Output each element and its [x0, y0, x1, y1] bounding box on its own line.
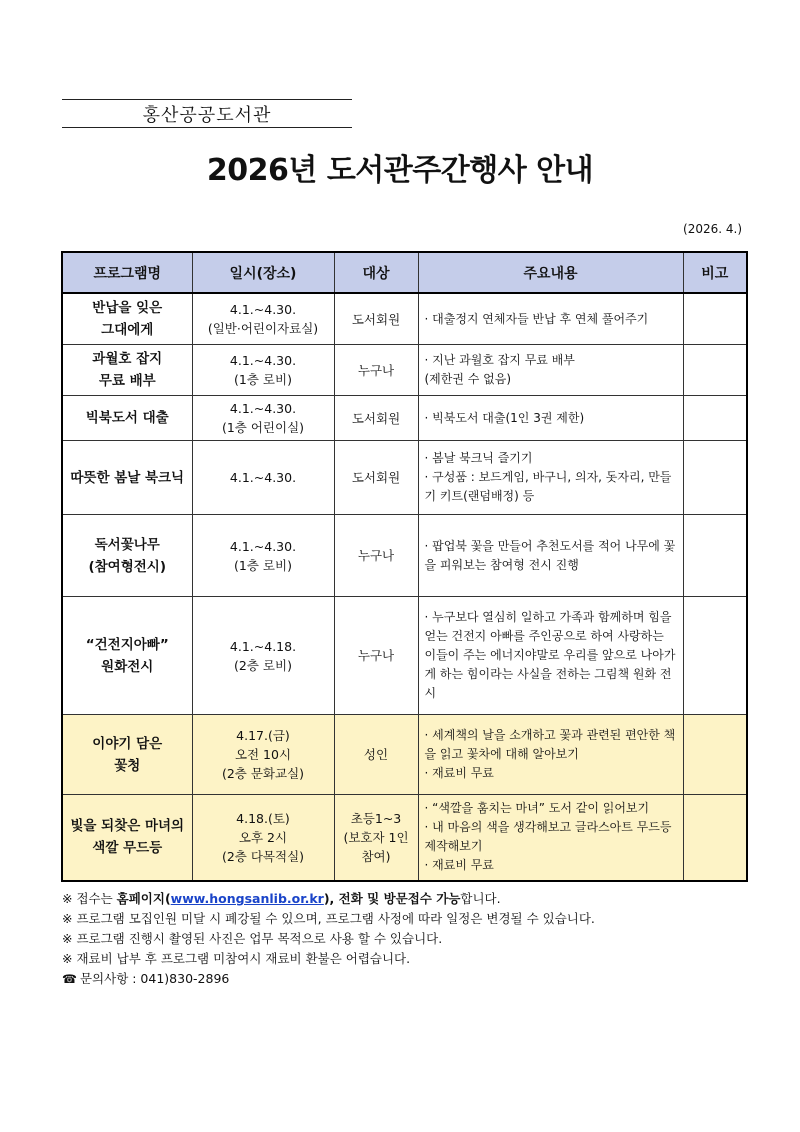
note-cell	[683, 597, 747, 715]
table-row	[62, 515, 747, 597]
page-title: 2026년 도서관주간행사 안내	[206, 153, 594, 188]
table-row	[62, 597, 747, 715]
program-name-line: 반납을 잊은	[92, 300, 163, 316]
homepage-link[interactable]: www.hongsanlib.or.kr	[170, 891, 324, 906]
organization-header	[62, 99, 352, 128]
target-line: 성인	[363, 747, 389, 762]
program-name-line: 색깔 무드등	[92, 840, 163, 857]
datetime-line: 오후 2시	[238, 829, 288, 845]
datetime-line: (2층 다목적실)	[221, 848, 305, 864]
datetime-line: 4.1.~4.30.	[229, 353, 297, 368]
program-name-line: 꽃청	[114, 757, 141, 774]
content-line: · 구성품 : 보드게임, 바구니, 의자, 돗자리, 만들기 키트(랜덤배정) 등	[424, 470, 672, 503]
content-line: · 팝업북 꽃을 만들어 추천도서를 적어 나무에 꽃을 피워보는 참여형 전시 진행	[424, 538, 676, 572]
target-cell	[334, 597, 418, 715]
program-name-line: 원화전시	[101, 658, 154, 675]
column-header-content: 주요내용	[418, 252, 683, 293]
content-line: · 빅북도서 대출(1인 3권 제한)	[424, 410, 585, 425]
target-line: 참여)	[361, 848, 391, 864]
program-name-cell	[62, 515, 192, 597]
program-name-cell	[62, 441, 192, 515]
target-line: 도서회원	[351, 311, 401, 327]
note-photo-usage: ※ 프로그램 진행시 촬영된 사진은 업무 목적으로 사용 할 수 있습니다.	[62, 931, 443, 946]
content-cell	[418, 715, 683, 795]
datetime-line: 4.1.~4.30.	[229, 538, 297, 554]
content-line: · 재료비 무료	[424, 858, 494, 873]
publication-date: (2026. 4.)	[683, 222, 742, 236]
datetime-cell	[192, 396, 334, 441]
datetime-line: (일반·어린이자료실)	[207, 321, 319, 336]
program-name-line: 빅북도서 대출	[85, 410, 169, 426]
target-cell	[334, 396, 418, 441]
datetime-line: 4.1.~4.18.	[229, 638, 297, 654]
content-line: · 내 마음의 색을 생각해보고 글라스아트 무드등 제작해보기	[424, 820, 672, 854]
target-line: 누구나	[357, 548, 395, 563]
program-name-line: 이야기 담은	[92, 735, 163, 752]
target-line: 도서회원	[351, 470, 401, 485]
table-row	[62, 293, 747, 345]
note-refund: ※ 재료비 납부 후 프로그램 미참여시 재료비 환불은 어렵습니다.	[62, 951, 411, 966]
datetime-line: 4.1.~4.30.	[229, 401, 297, 416]
note-cell	[683, 345, 747, 396]
content-cell	[418, 441, 683, 515]
target-cell	[334, 515, 418, 597]
datetime-cell	[192, 345, 334, 396]
content-cell	[418, 597, 683, 715]
program-name-line: 빛을 되찾은 마녀의	[70, 818, 185, 835]
program-name-line: 따뜻한 봄날 북크닉	[70, 469, 185, 486]
datetime-line: (1층 로비)	[234, 372, 292, 387]
datetime-line: 오전 10시	[234, 747, 292, 762]
program-name-line: 독서꽃나무	[94, 536, 160, 553]
content-line: · 재료비 무료	[424, 766, 494, 780]
event-schedule-table	[61, 251, 748, 882]
table-row	[62, 441, 747, 515]
note-cell	[683, 795, 747, 881]
table-row	[62, 795, 747, 881]
content-line: · 봄날 북크닉 즐기기	[424, 451, 533, 465]
datetime-line: 4.1.~4.30.	[229, 470, 297, 485]
datetime-cell	[192, 795, 334, 881]
datetime-line: (1층 어린이실)	[221, 420, 305, 435]
content-line: (제한권 수 없음)	[424, 372, 512, 386]
target-cell	[334, 795, 418, 881]
note-cell	[683, 396, 747, 441]
program-name-line: 과월호 잡지	[92, 351, 163, 367]
content-cell	[418, 795, 683, 881]
datetime-line: 4.18.(토)	[236, 810, 290, 826]
datetime-line: (1층 로비)	[234, 557, 292, 573]
column-header-datetime: 일시(장소)	[192, 252, 334, 293]
program-name-cell	[62, 293, 192, 345]
content-line: · 세계책의 날을 소개하고 꽃과 관련된 편안한 책을 읽고 꽃차에 대해 알아보기	[424, 728, 676, 761]
notes-section	[62, 889, 762, 989]
contact-phone: 문의사항 : 041)830-2896	[76, 971, 230, 986]
table-row	[62, 345, 747, 396]
target-line: (보호자 1인	[343, 829, 409, 845]
content-cell	[418, 515, 683, 597]
datetime-line: (2층 로비)	[234, 657, 292, 673]
content-line: · “색깔을 훔치는 마녀” 도서 같이 읽어보기	[424, 801, 650, 816]
content-line: · 대출정지 연체자들 반납 후 연체 풀어주기	[424, 311, 649, 326]
datetime-cell	[192, 715, 334, 795]
datetime-cell	[192, 597, 334, 715]
note-text: ※ 접수는	[62, 891, 117, 906]
target-cell	[334, 293, 418, 345]
target-line: 초등1~3	[350, 810, 402, 826]
program-name-line: “건전지아빠”	[85, 636, 169, 653]
organization-name: 홍산공공도서관	[142, 104, 272, 126]
content-cell	[418, 345, 683, 396]
content-line: · 누구보다 열심히 일하고 가족과 함께하며 힘을 얻는 건전지 아빠를 주인공으로 하여 사랑하는 이들이 주는 에너지야말로 우리를 앞으로 나아가게 하는 힘이라는 사실을 전하는 그림책 원화 전시	[424, 610, 676, 700]
program-name-cell	[62, 345, 192, 396]
datetime-cell	[192, 441, 334, 515]
note-registration	[62, 889, 762, 909]
datetime-line: (2층 문화교실)	[221, 766, 305, 781]
program-name-cell	[62, 396, 192, 441]
program-name-cell	[62, 795, 192, 881]
datetime-line: 4.1.~4.30.	[229, 302, 297, 317]
target-cell	[334, 345, 418, 396]
table-header-row	[62, 252, 747, 293]
note-cell	[683, 441, 747, 515]
note-contact	[62, 969, 762, 989]
table-row	[62, 396, 747, 441]
target-cell	[334, 441, 418, 515]
table-row	[62, 715, 747, 795]
note-bold-text: 홈페이지(	[116, 891, 171, 906]
note-cell	[683, 515, 747, 597]
content-cell	[418, 396, 683, 441]
column-header-program: 프로그램명	[62, 252, 192, 293]
program-name-line: (참여형전시)	[88, 558, 167, 575]
program-name-cell	[62, 597, 192, 715]
content-cell	[418, 293, 683, 345]
target-line: 누구나	[357, 362, 395, 378]
program-name-cell	[62, 715, 192, 795]
datetime-cell	[192, 293, 334, 345]
note-cell	[683, 293, 747, 345]
column-header-target: 대상	[334, 252, 418, 293]
note-text: 합니다.	[460, 891, 501, 906]
note-cancellation: ※ 프로그램 모집인원 미달 시 폐강될 수 있으며, 프로그램 사정에 따라 일정은 변경될 수 있습니다.	[62, 911, 595, 926]
note-bold-text: ), 전화 및 방문접수 가능	[323, 891, 461, 906]
target-cell	[334, 715, 418, 795]
target-line: 누구나	[357, 648, 395, 663]
column-header-note: 비고	[683, 252, 747, 293]
note-cell	[683, 715, 747, 795]
phone-icon: ☎	[62, 972, 77, 986]
program-name-line: 그대에게	[101, 322, 154, 338]
target-line: 도서회원	[351, 410, 401, 426]
content-line: · 지난 과월호 잡지 무료 배부	[424, 353, 575, 367]
datetime-cell	[192, 515, 334, 597]
datetime-line: 4.17.(금)	[236, 728, 290, 743]
program-name-line: 무료 배부	[98, 373, 156, 389]
